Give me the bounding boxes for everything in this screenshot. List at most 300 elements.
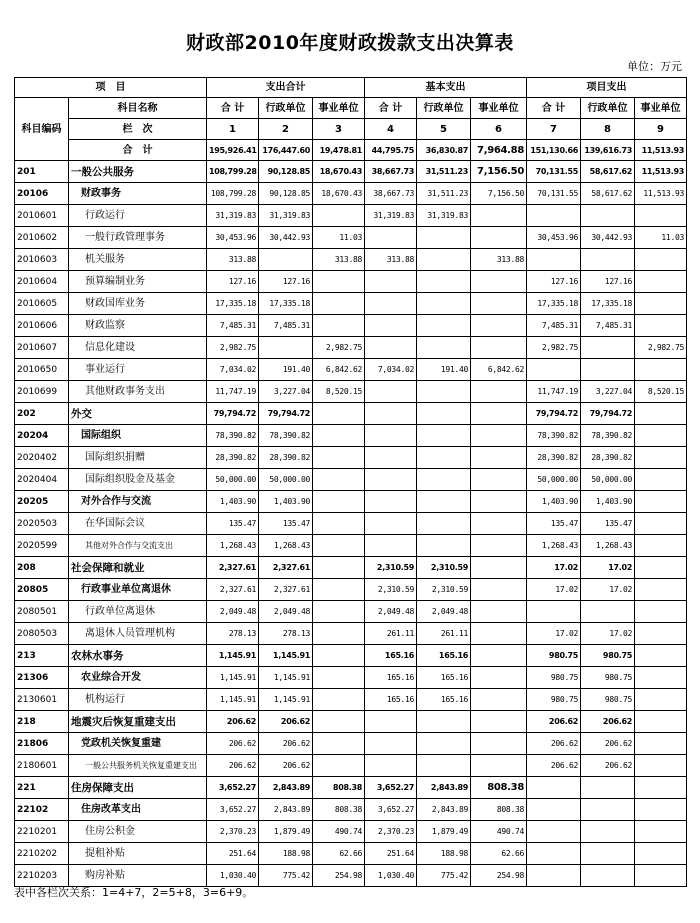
value-cell — [417, 403, 471, 425]
value-cell — [365, 491, 417, 513]
table-row — [15, 271, 687, 293]
value-cell — [471, 293, 527, 315]
value-cell: 78,390.82 — [581, 425, 635, 447]
value-cell: 7,485.31 — [527, 315, 581, 337]
value-cell: 90,128.85 — [259, 161, 313, 183]
value-cell — [259, 337, 313, 359]
subject-name-cell: 在华国际会议 — [69, 513, 207, 535]
table-row — [15, 513, 687, 535]
subject-code-cell: 2080503 — [15, 623, 69, 645]
subject-code-cell: 2210202 — [15, 843, 69, 865]
value-cell: 90,128.85 — [259, 183, 313, 205]
value-cell: 6,842.62 — [313, 359, 365, 381]
value-cell: 206.62 — [581, 711, 635, 733]
value-cell: 980.75 — [527, 645, 581, 667]
subject-name-cell: 住房改革支出 — [69, 799, 207, 821]
totals-cell: 195,926.41 — [207, 140, 259, 161]
table-row — [15, 535, 687, 557]
subject-name-cell: 财政监察 — [69, 315, 207, 337]
value-cell: 1,030.40 — [365, 865, 417, 887]
header-sub-inst: 事业单位 — [635, 98, 687, 119]
value-cell: 2,843.89 — [417, 777, 471, 799]
value-cell: 261.11 — [365, 623, 417, 645]
header-project: 项 目 — [15, 78, 207, 98]
value-cell: 31,319.83 — [365, 205, 417, 227]
subject-name-cell: 党政机关恢复重建 — [69, 733, 207, 755]
value-cell: 1,268.43 — [259, 535, 313, 557]
value-cell — [417, 271, 471, 293]
subject-code-cell: 2020402 — [15, 447, 69, 469]
value-cell: 2,327.61 — [207, 557, 259, 579]
subject-code-cell: 2010602 — [15, 227, 69, 249]
table-row — [15, 711, 687, 733]
value-cell — [417, 755, 471, 777]
value-cell: 2,843.89 — [417, 799, 471, 821]
value-cell — [471, 513, 527, 535]
header-sub-inst: 事业单位 — [471, 98, 527, 119]
value-cell: 6,842.62 — [471, 359, 527, 381]
value-cell: 3,652.27 — [207, 799, 259, 821]
value-cell — [313, 535, 365, 557]
value-cell — [635, 733, 687, 755]
subject-name-cell: 事业运行 — [69, 359, 207, 381]
value-cell: 78,390.82 — [207, 425, 259, 447]
value-cell — [635, 425, 687, 447]
unit-label: 单位：万元 — [627, 60, 682, 73]
header-group-basic: 基本支出 — [365, 78, 527, 98]
subject-name-cell: 住房公积金 — [69, 821, 207, 843]
subject-name-cell: 一般公共服务 — [69, 161, 207, 183]
table-row — [15, 249, 687, 271]
value-cell — [365, 337, 417, 359]
value-cell: 135.47 — [259, 513, 313, 535]
value-cell: 62.66 — [471, 843, 527, 865]
table-row — [15, 447, 687, 469]
value-cell: 808.38 — [471, 799, 527, 821]
totals-cell: 19,478.81 — [313, 140, 365, 161]
value-cell: 1,268.43 — [527, 535, 581, 557]
value-cell — [471, 645, 527, 667]
value-cell: 313.88 — [365, 249, 417, 271]
value-cell — [527, 601, 581, 623]
value-cell: 165.16 — [417, 645, 471, 667]
value-cell — [635, 205, 687, 227]
subject-name-cell: 一般公共服务机关恢复重建支出 — [69, 755, 207, 777]
value-cell — [527, 799, 581, 821]
value-cell: 188.98 — [417, 843, 471, 865]
value-cell — [365, 381, 417, 403]
value-cell — [313, 601, 365, 623]
column-number: 9 — [635, 119, 687, 140]
subject-code-cell: 221 — [15, 777, 69, 799]
value-cell: 261.11 — [417, 623, 471, 645]
column-number: 1 — [207, 119, 259, 140]
value-cell: 2,843.89 — [259, 799, 313, 821]
value-cell — [581, 359, 635, 381]
value-cell: 490.74 — [313, 821, 365, 843]
value-cell: 808.38 — [313, 777, 365, 799]
value-cell — [417, 425, 471, 447]
value-cell — [365, 425, 417, 447]
subject-name-cell: 财政国库业务 — [69, 293, 207, 315]
value-cell: 79,794.72 — [259, 403, 313, 425]
subject-code-cell: 2010606 — [15, 315, 69, 337]
value-cell — [635, 469, 687, 491]
value-cell — [471, 667, 527, 689]
value-cell: 7,485.31 — [581, 315, 635, 337]
value-cell: 980.75 — [581, 667, 635, 689]
value-cell: 7,156.50 — [471, 183, 527, 205]
subject-code-cell: 20805 — [15, 579, 69, 601]
value-cell: 78,390.82 — [259, 425, 313, 447]
value-cell — [635, 513, 687, 535]
value-cell — [527, 865, 581, 887]
subject-code-cell: 2010603 — [15, 249, 69, 271]
subject-code-cell: 2130601 — [15, 689, 69, 711]
value-cell: 206.62 — [207, 755, 259, 777]
value-cell: 206.62 — [581, 733, 635, 755]
value-cell — [527, 249, 581, 271]
table-row — [15, 579, 687, 601]
value-cell: 50,000.00 — [259, 469, 313, 491]
header-group-project: 项目支出 — [527, 78, 687, 98]
table-row — [15, 337, 687, 359]
value-cell — [471, 337, 527, 359]
value-cell — [313, 557, 365, 579]
value-cell — [417, 249, 471, 271]
value-cell: 8,520.15 — [635, 381, 687, 403]
value-cell: 206.62 — [527, 733, 581, 755]
value-cell: 206.62 — [581, 755, 635, 777]
expenditure-table — [14, 77, 687, 887]
value-cell — [635, 711, 687, 733]
value-cell: 206.62 — [259, 755, 313, 777]
value-cell — [635, 865, 687, 887]
subject-name-cell: 住房保障支出 — [69, 777, 207, 799]
value-cell: 1,403.90 — [207, 491, 259, 513]
value-cell — [313, 623, 365, 645]
value-cell: 775.42 — [259, 865, 313, 887]
value-cell — [635, 447, 687, 469]
value-cell — [313, 293, 365, 315]
value-cell — [365, 293, 417, 315]
totals-cell: 151,130.66 — [527, 140, 581, 161]
value-cell — [635, 799, 687, 821]
subject-name-cell: 提租补贴 — [69, 843, 207, 865]
value-cell — [313, 645, 365, 667]
subject-name-cell: 机构运行 — [69, 689, 207, 711]
value-cell — [471, 425, 527, 447]
value-cell: 980.75 — [527, 667, 581, 689]
subject-name-cell: 地震灾后恢复重建支出 — [69, 711, 207, 733]
value-cell — [365, 403, 417, 425]
subject-name-cell: 其他财政事务支出 — [69, 381, 207, 403]
value-cell: 17,335.18 — [581, 293, 635, 315]
value-cell: 31,511.23 — [417, 183, 471, 205]
value-cell — [635, 403, 687, 425]
subject-code-cell: 218 — [15, 711, 69, 733]
value-cell — [471, 403, 527, 425]
table-row — [15, 161, 687, 183]
value-cell: 278.13 — [259, 623, 313, 645]
subject-code-cell: 213 — [15, 645, 69, 667]
value-cell: 490.74 — [471, 821, 527, 843]
value-cell — [471, 733, 527, 755]
value-cell: 165.16 — [417, 689, 471, 711]
value-cell: 3,227.04 — [581, 381, 635, 403]
subject-code-cell: 2020599 — [15, 535, 69, 557]
value-cell: 1,145.91 — [207, 667, 259, 689]
value-cell — [527, 821, 581, 843]
value-cell — [313, 755, 365, 777]
subject-name-cell: 行政运行 — [69, 205, 207, 227]
value-cell: 108,799.28 — [207, 183, 259, 205]
totals-row — [15, 140, 687, 161]
value-cell — [581, 843, 635, 865]
value-cell: 1,145.91 — [207, 689, 259, 711]
value-cell: 808.38 — [313, 799, 365, 821]
value-cell: 313.88 — [207, 249, 259, 271]
value-cell: 278.13 — [207, 623, 259, 645]
value-cell: 165.16 — [365, 645, 417, 667]
value-cell — [417, 381, 471, 403]
value-cell: 78,390.82 — [527, 425, 581, 447]
value-cell — [635, 843, 687, 865]
header-sub-admin: 行政单位 — [417, 98, 471, 119]
value-cell: 7,156.50 — [471, 161, 527, 183]
value-cell — [635, 315, 687, 337]
value-cell: 980.75 — [581, 645, 635, 667]
value-cell — [471, 711, 527, 733]
table-row — [15, 491, 687, 513]
value-cell: 1,879.49 — [259, 821, 313, 843]
value-cell: 206.62 — [259, 711, 313, 733]
value-cell: 7,034.02 — [207, 359, 259, 381]
value-cell — [471, 469, 527, 491]
subject-code-cell: 202 — [15, 403, 69, 425]
subject-code-cell: 2180601 — [15, 755, 69, 777]
value-cell: 206.62 — [207, 733, 259, 755]
value-cell — [635, 293, 687, 315]
value-cell — [635, 359, 687, 381]
header-subject-code: 科目编码 — [15, 98, 69, 161]
value-cell: 191.40 — [417, 359, 471, 381]
value-cell — [365, 469, 417, 491]
value-cell: 2,310.59 — [417, 579, 471, 601]
value-cell: 313.88 — [313, 249, 365, 271]
value-cell: 2,982.75 — [313, 337, 365, 359]
totals-label: 合 计 — [69, 140, 207, 161]
table-row — [15, 425, 687, 447]
value-cell — [527, 205, 581, 227]
table-row — [15, 689, 687, 711]
totals-cell: 36,830.87 — [417, 140, 471, 161]
value-cell: 17.02 — [527, 557, 581, 579]
table-row — [15, 315, 687, 337]
value-cell — [313, 667, 365, 689]
value-cell: 2,327.61 — [259, 557, 313, 579]
subject-code-cell: 20205 — [15, 491, 69, 513]
subject-code-cell: 2010604 — [15, 271, 69, 293]
value-cell: 206.62 — [527, 755, 581, 777]
value-cell — [527, 843, 581, 865]
value-cell: 165.16 — [365, 689, 417, 711]
value-cell: 17.02 — [581, 623, 635, 645]
value-cell: 62.66 — [313, 843, 365, 865]
value-cell: 70,131.55 — [527, 183, 581, 205]
value-cell — [417, 513, 471, 535]
value-cell — [471, 491, 527, 513]
value-cell — [471, 227, 527, 249]
subject-code-cell: 21806 — [15, 733, 69, 755]
value-cell: 127.16 — [207, 271, 259, 293]
value-cell: 2,982.75 — [207, 337, 259, 359]
header-row-column-numbers — [15, 119, 687, 140]
value-cell: 50,000.00 — [527, 469, 581, 491]
table-row — [15, 601, 687, 623]
table-row — [15, 359, 687, 381]
value-cell: 206.62 — [259, 733, 313, 755]
value-cell: 206.62 — [207, 711, 259, 733]
value-cell — [365, 315, 417, 337]
table-row — [15, 403, 687, 425]
value-cell — [313, 403, 365, 425]
header-column-no: 栏 次 — [69, 119, 207, 140]
value-cell — [635, 623, 687, 645]
value-cell: 1,030.40 — [207, 865, 259, 887]
value-cell: 79,794.72 — [527, 403, 581, 425]
value-cell: 108,799.28 — [207, 161, 259, 183]
table-body — [15, 161, 687, 887]
value-cell — [471, 205, 527, 227]
subject-name-cell: 社会保障和就业 — [69, 557, 207, 579]
value-cell — [635, 777, 687, 799]
value-cell — [313, 447, 365, 469]
value-cell: 135.47 — [581, 513, 635, 535]
value-cell: 1,403.90 — [527, 491, 581, 513]
subject-name-cell: 一般行政管理事务 — [69, 227, 207, 249]
value-cell — [471, 447, 527, 469]
table-row — [15, 623, 687, 645]
value-cell: 1,268.43 — [581, 535, 635, 557]
value-cell — [313, 579, 365, 601]
value-cell — [581, 865, 635, 887]
table-row — [15, 777, 687, 799]
value-cell: 30,453.96 — [207, 227, 259, 249]
value-cell — [365, 227, 417, 249]
value-cell: 3,227.04 — [259, 381, 313, 403]
value-cell: 3,652.27 — [207, 777, 259, 799]
value-cell — [635, 821, 687, 843]
table-row — [15, 469, 687, 491]
subject-code-cell: 208 — [15, 557, 69, 579]
subject-name-cell: 购房补贴 — [69, 865, 207, 887]
value-cell — [417, 491, 471, 513]
header-sub-admin: 行政单位 — [259, 98, 313, 119]
value-cell: 18,670.43 — [313, 183, 365, 205]
header-sub-admin: 行政单位 — [581, 98, 635, 119]
value-cell — [527, 359, 581, 381]
value-cell — [581, 799, 635, 821]
value-cell: 980.75 — [581, 689, 635, 711]
value-cell: 11,513.93 — [635, 183, 687, 205]
subject-code-cell: 2010650 — [15, 359, 69, 381]
value-cell — [365, 271, 417, 293]
value-cell: 28,390.82 — [259, 447, 313, 469]
value-cell: 980.75 — [527, 689, 581, 711]
value-cell — [365, 447, 417, 469]
value-cell: 17,335.18 — [259, 293, 313, 315]
value-cell — [471, 271, 527, 293]
subject-name-cell: 国际组织 — [69, 425, 207, 447]
totals-cell: 44,795.75 — [365, 140, 417, 161]
value-cell: 50,000.00 — [581, 469, 635, 491]
value-cell: 3,652.27 — [365, 777, 417, 799]
value-cell — [313, 205, 365, 227]
value-cell — [581, 337, 635, 359]
table-row — [15, 843, 687, 865]
value-cell — [417, 447, 471, 469]
value-cell: 70,131.55 — [527, 161, 581, 183]
value-cell: 28,390.82 — [527, 447, 581, 469]
table-row — [15, 799, 687, 821]
value-cell: 188.98 — [259, 843, 313, 865]
subject-name-cell: 行政事业单位离退休 — [69, 579, 207, 601]
value-cell: 165.16 — [365, 667, 417, 689]
value-cell — [313, 491, 365, 513]
value-cell: 254.98 — [471, 865, 527, 887]
table-row — [15, 733, 687, 755]
header-sub-total: 合 计 — [207, 98, 259, 119]
value-cell: 2,370.23 — [207, 821, 259, 843]
value-cell — [313, 689, 365, 711]
value-cell — [313, 711, 365, 733]
page-title: 财政部2010年度财政拨款支出决算表 — [186, 32, 514, 54]
table-row — [15, 667, 687, 689]
value-cell — [635, 755, 687, 777]
value-cell — [635, 645, 687, 667]
table-row — [15, 183, 687, 205]
subject-name-cell: 预算编制业务 — [69, 271, 207, 293]
subject-code-cell: 201 — [15, 161, 69, 183]
subject-name-cell: 外交 — [69, 403, 207, 425]
value-cell: 11,747.19 — [527, 381, 581, 403]
value-cell: 18,670.43 — [313, 161, 365, 183]
value-cell — [365, 711, 417, 733]
value-cell: 2,843.89 — [259, 777, 313, 799]
value-cell: 2,310.59 — [365, 579, 417, 601]
value-cell: 2,982.75 — [635, 337, 687, 359]
value-cell — [365, 535, 417, 557]
value-cell: 28,390.82 — [207, 447, 259, 469]
value-cell: 79,794.72 — [581, 403, 635, 425]
value-cell — [313, 733, 365, 755]
value-cell — [417, 733, 471, 755]
value-cell: 58,617.62 — [581, 161, 635, 183]
value-cell — [471, 601, 527, 623]
value-cell — [471, 623, 527, 645]
value-cell: 31,511.23 — [417, 161, 471, 183]
value-cell: 135.47 — [527, 513, 581, 535]
subject-code-cell: 20106 — [15, 183, 69, 205]
value-cell: 38,667.73 — [365, 161, 417, 183]
value-cell: 127.16 — [581, 271, 635, 293]
value-cell: 2,327.61 — [207, 579, 259, 601]
value-cell: 7,485.31 — [259, 315, 313, 337]
value-cell — [581, 821, 635, 843]
subject-name-cell: 其他对外合作与交流支出 — [69, 535, 207, 557]
column-number: 2 — [259, 119, 313, 140]
